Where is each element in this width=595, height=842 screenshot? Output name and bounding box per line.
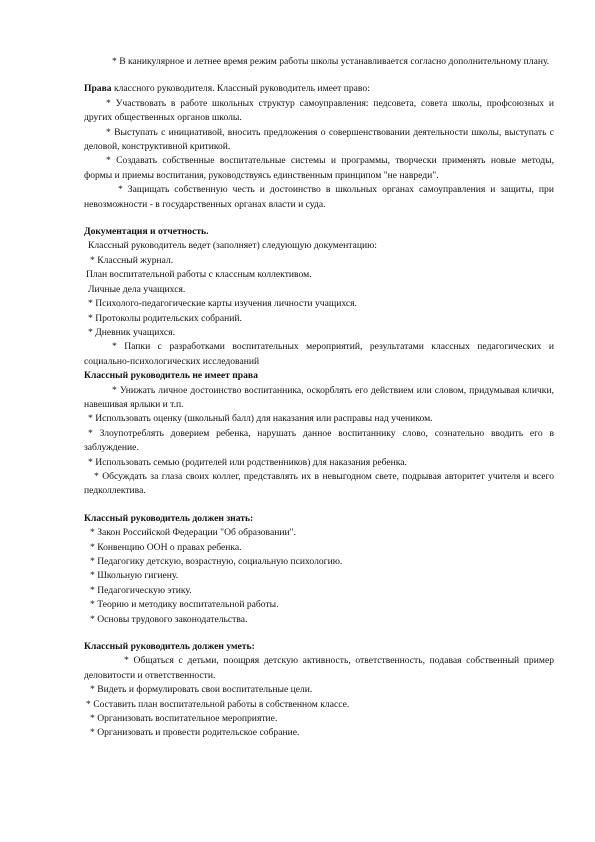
- docs-item: * Психолого-педагогические карты изучения личности учащихся.: [88, 298, 357, 310]
- prohibited-item: * Злоупотреблять доверием ребенка, нарушать данное воспитаннику слово, сознательно вводить его в заблуждение.: [84, 427, 554, 454]
- docs-item: * Дневник учащихся.: [88, 326, 175, 338]
- know-item: * Закон Российской Федерации "Об образовании".: [90, 527, 296, 539]
- prohibited-item: * Унижать личное достоинство воспитанника, оскорблять его действием или словом, придумывая клички, навешивая ярлыки и т.п.: [84, 384, 554, 410]
- prohibited-heading: Классный руководитель не имеет права: [84, 370, 258, 382]
- docs-item: План воспитательной работы с классным коллективом.: [86, 269, 312, 281]
- docs-heading: Документация и отчетность.: [84, 226, 209, 238]
- prohibited-item: * Использовать семью (родителей или родственников) для наказания ребенка.: [88, 456, 407, 468]
- able-item: * Составить план воспитательной работы в собственном классе.: [86, 698, 350, 710]
- rights-heading-bold: Права: [84, 83, 112, 95]
- rights-item: * Участвовать в работе школьных структур самоуправления: педсовета, совета школы, профсоюзных и других общественных органов школы.: [84, 97, 554, 124]
- docs-intro: Классный руководитель ведет (заполняет) следующую документацию:: [88, 240, 377, 252]
- rights-item: * Создавать собственные воспитательные системы и программы, творчески применять новые методы, формы и приемы воспитания, руководствуясь единственным принципом "не навреди".: [84, 155, 554, 181]
- document-page: [84, 55, 554, 741]
- intro-paragraph: * В каникулярное и летнее время режим работы школы устанавливается согласно дополнительному плану.: [112, 56, 550, 67]
- able-item: * Общаться с детьми, поощряя детскую активность, ответственность, подавая собственный пример деловитости и ответственности.: [84, 655, 554, 681]
- know-item: * Конвенцию ООН о правах ребенка.: [90, 541, 242, 553]
- docs-item: * Классный журнал.: [90, 254, 174, 266]
- docs-item: * Папки с разработками воспитательных мероприятий, результатами классных педагогических и социально-психологических исследований: [84, 341, 554, 367]
- know-item: * Теорию и методику воспитательной работы.: [90, 599, 279, 611]
- able-heading: Классный руководитель должен уметь:: [84, 641, 255, 653]
- know-heading: Классный руководитель должен знать:: [84, 512, 254, 524]
- know-item: * Школьную гигиену.: [90, 570, 179, 582]
- rights-item: * Защищать собственную честь и достоинство в школьных органах самоуправления и защиты, при невозможности - в государственных органах власти и суда.: [84, 184, 554, 210]
- docs-item: * Протоколы родительских собраний.: [88, 312, 242, 324]
- know-item: * Педагогику детскую, возрастную, социальную психологию.: [90, 556, 343, 567]
- able-item: * Организовать и провести родительское собрание.: [90, 727, 300, 739]
- rights-heading-rest: классного руководителя. Классный руководитель имеет право:: [111, 83, 370, 95]
- prohibited-item: * Обсуждать за глаза своих коллег, представлять их в невыгодном свете, подрывая авторитет учителя и всего педколлектива.: [84, 470, 554, 497]
- know-item: * Основы трудового законодательства.: [90, 613, 248, 625]
- prohibited-item: * Использовать оценку (школьный балл) для наказания или расправы над учеником.: [88, 413, 433, 425]
- rights-item: * Выступать с инициативой, вносить предложения о совершенствовании деятельности школы, выступать с деловой, конструктивной критикой.: [84, 126, 554, 153]
- know-item: * Педагогическую этику.: [90, 584, 192, 596]
- able-item: * Организовать воспитательное мероприятие.: [90, 713, 278, 725]
- able-item: * Видеть и формулировать свои воспитательные цели.: [90, 684, 313, 696]
- rights-heading: [84, 82, 554, 96]
- docs-item: Личные дела учащихся.: [88, 283, 186, 295]
